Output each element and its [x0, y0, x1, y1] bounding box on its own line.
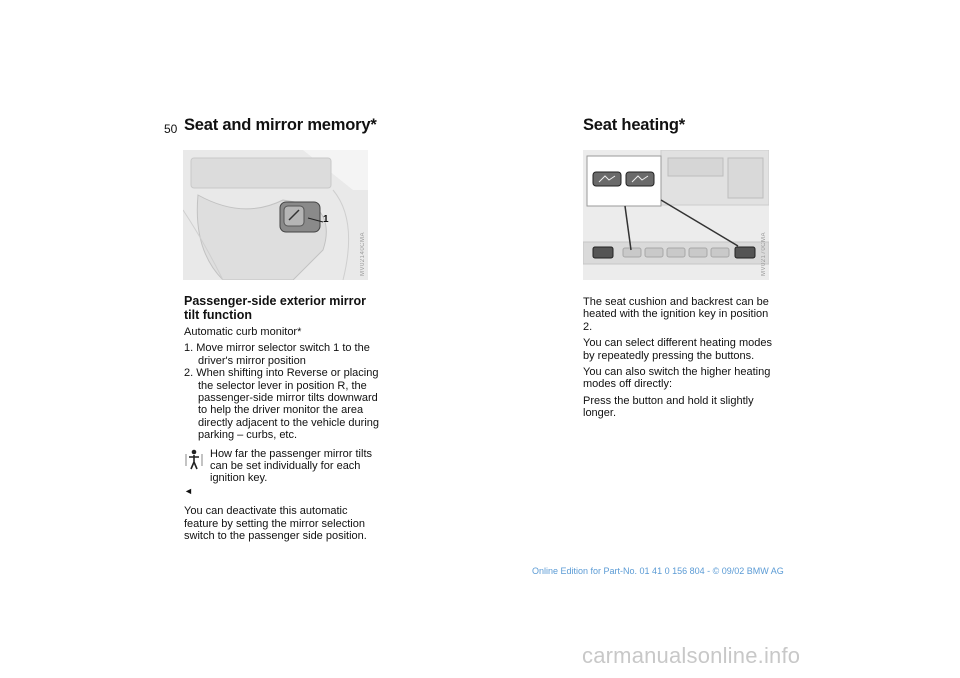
- closing-text: You can deactivate this automatic feature by setting the mirror selection switch to the passenger side position.: [184, 505, 367, 543]
- center-console-illustration: [583, 150, 769, 280]
- figure-code: MV02170CMA: [761, 231, 767, 276]
- figure-code: MV02140CMA: [360, 231, 366, 276]
- page-number: 50: [164, 122, 178, 136]
- subheading-mirror-tilt: Passenger-side exterior mirror tilt function: [184, 294, 367, 322]
- paragraph: The seat cushion and backrest can be heated with the ignition key in position 2.: [583, 296, 769, 333]
- paragraph: You can select different heating modes by repeatedly pressing the buttons.: [583, 337, 772, 362]
- seat-heating-buttons-figure: [583, 150, 769, 280]
- steps-list: [184, 342, 380, 441]
- list-item: 2. When shifting into Reverse or placing the selector lever in position R, the passenger-side mirror tilts downward to help the driver monitor the area directly adjacent to the vehicle during parking – curbs, etc.: [184, 367, 379, 442]
- intro-text: Automatic curb monitor*: [184, 326, 302, 338]
- note-box: [184, 448, 380, 498]
- paragraph: You can also switch the higher heating modes off directly:: [583, 366, 771, 391]
- callout-1: 1: [323, 214, 329, 225]
- edition-footer: Online Edition for Part-No. 01 41 0 156 804 - © 09/02 BMW AG: [532, 566, 784, 576]
- note-text: How far the passenger mirror tilts can be set individually for each ignition key.: [210, 447, 372, 485]
- right-body: [583, 296, 779, 424]
- person-note-icon: [184, 448, 204, 470]
- site-watermark: carmanualsonline.info: [582, 643, 801, 668]
- paragraph: Press the button and hold it slightly longer.: [583, 394, 754, 420]
- end-marker-icon: ◄: [184, 485, 193, 496]
- section-heading-seat-mirror-memory: Seat and mirror memory*: [184, 116, 377, 134]
- door-mirror-switch-figure: [183, 150, 368, 280]
- list-item: 1. Move mirror selector switch 1 to the driver's mirror position: [184, 342, 370, 367]
- door-panel-illustration: [183, 150, 368, 280]
- left-body: [184, 326, 380, 547]
- section-heading-seat-heating: Seat heating*: [583, 116, 685, 134]
